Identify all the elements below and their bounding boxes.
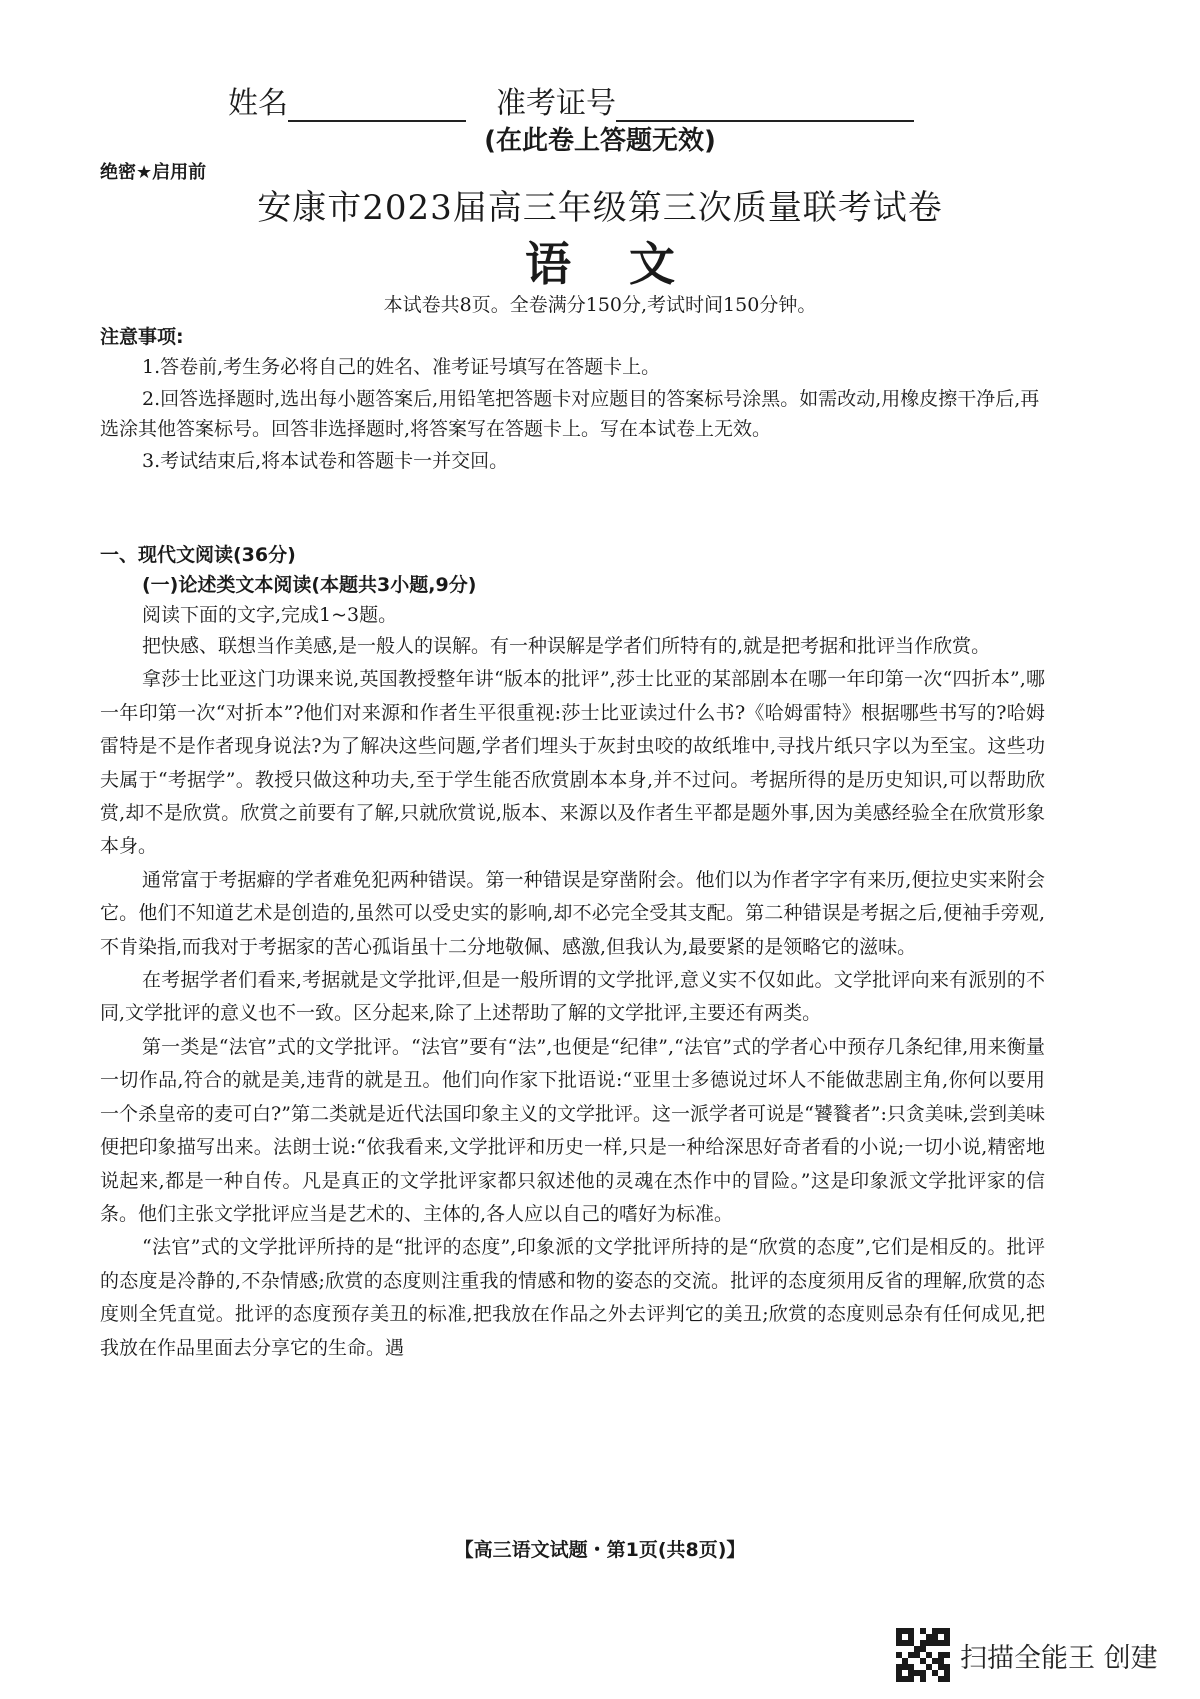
- passage-paragraph: “法官”式的文学批评所持的是“批评的态度”,印象派的文学批评所持的是“欣赏的态度”,它们是相反的。批评的态度是冷静的,不杂情感;欣赏的态度则注重我的情感和物的姿态的交流。批评的态度须用反省的理解,欣赏的态度则全凭直觉。批评的态度预存美丑的标准,把我放在作品之外去评判它的美丑;欣赏的态度则忌杂有任何成见,把我放在作品里面去分享它的生命。遇: [100, 1236, 1045, 1359]
- section-heading: 一、现代文阅读(36分): [100, 544, 296, 566]
- id-blank: [616, 90, 914, 122]
- reading-passage: [100, 630, 1045, 1365]
- exam-title: 安康市2023届高三年级第三次质量联考试卷: [257, 188, 943, 228]
- page-footer: 【高三语文试题・第1页(共8页)】: [454, 1539, 746, 1561]
- id-label: 准考证号: [496, 86, 616, 121]
- scanner-label: 扫描全能王 创建: [960, 1642, 1158, 1674]
- notice-heading: 注意事项:: [100, 326, 184, 348]
- secret-label: 绝密★启用前: [100, 162, 207, 183]
- qr-code-icon: [896, 1628, 950, 1682]
- notice-item: 3.考试结束后,将本试卷和答题卡一并交回。: [142, 450, 509, 472]
- invalid-note: (在此卷上答题无效): [484, 126, 716, 156]
- passage-paragraph: 拿莎士比亚这门功课来说,英国教授整年讲“版本的批评”,莎士比亚的某部剧本在哪一年印第一次“四折本”,哪一年印第一次“对折本”?他们对来源和作者生平很重视:莎士比亚读过什么书?《哈姆雷特》根据哪些书写的?哈姆雷特是不是作者现身说法?为了解决这些问题,学者们埋头于灰封虫咬的故纸堆中,寻找片纸只字以为至宝。这些功夫属于“考据学”。教授只做这种功夫,至于学生能否欣赏剧本本身,并不过问。考据所得的是历史知识,可以帮助欣赏,却不是欣赏。欣赏之前要有了解,只就欣赏说,版本、来源以及作者生平都是题外事,因为美感经验全在欣赏形象本身。: [100, 668, 1045, 858]
- passage-paragraph: 通常富于考据癖的学者难免犯两种错误。第一种错误是穿凿附会。他们以为作者字字有来历,便拉史实来附会它。他们不知道艺术是创造的,虽然可以受史实的影响,却不必完全受其支配。第二种错误是考据之后,便袖手旁观,不肯染指,而我对于考据家的苦心孤诣虽十二分地敬佩、感激,但我认为,最要紧的是领略它的滋味。: [100, 868, 1045, 958]
- notice-list: [100, 352, 1045, 478]
- passage-paragraph: 在考据学者们看来,考据就是文学批评,但是一般所谓的文学批评,意义实不仅如此。文学批评向来有派别的不同,文学批评的意义也不一致。区分起来,除了上述帮助了解的文学批评,主要还有两类。: [100, 969, 1045, 1025]
- name-blank: [288, 90, 466, 122]
- notice-item: 2.回答选择题时,选出每小题答案后,用铅笔把答题卡对应题目的答案标号涂黑。如需改动,用橡皮擦干净后,再选涂其他答案标号。回答非选择题时,将答案写在答题卡上。写在本试卷上无效。: [100, 388, 1040, 440]
- name-label: 姓名: [228, 86, 288, 121]
- passage-paragraph: 把快感、联想当作美感,是一般人的误解。有一种误解是学者们所特有的,就是把考据和批评当作欣赏。: [142, 635, 991, 657]
- notice-item: 1.答卷前,考生务必将自己的姓名、准考证号填写在答题卡上。: [142, 356, 661, 378]
- reading-instruction: 阅读下面的文字,完成1~3题。: [142, 604, 398, 626]
- subject-title: 语文: [525, 237, 733, 291]
- subsection-heading: (一)论述类文本阅读(本题共3小题,9分): [142, 574, 477, 596]
- candidate-fields: [228, 78, 914, 122]
- passage-paragraph: 第一类是“法官”式的文学批评。“法官”要有“法”,也便是“纪律”,“法官”式的学者心中预存几条纪律,用来衡量一切作品,符合的就是美,违背的就是丑。他们向作家下批语说:“亚里士多德说过坏人不能做悲剧主角,你何以要用一个杀皇帝的麦可白?”第二类就是近代法国印象主义的文学批评。这一派学者可说是“饕餮者”:只贪美味,尝到美味便把印象描写出来。法朗士说:“依我看来,文学批评和历史一样,只是一种给深思好奇者看的小说;一切小说,精密地说起来,都是一种自传。凡是真正的文学批评家都只叙述他的灵魂在杰作中的冒险。”这是印象派文学批评家的信条。他们主张文学批评应当是艺术的、主体的,各人应以自己的嗜好为标准。: [100, 1035, 1045, 1225]
- exam-info: 本试卷共8页。全卷满分150分,考试时间150分钟。: [383, 294, 817, 316]
- scanner-watermark: [896, 1628, 1158, 1682]
